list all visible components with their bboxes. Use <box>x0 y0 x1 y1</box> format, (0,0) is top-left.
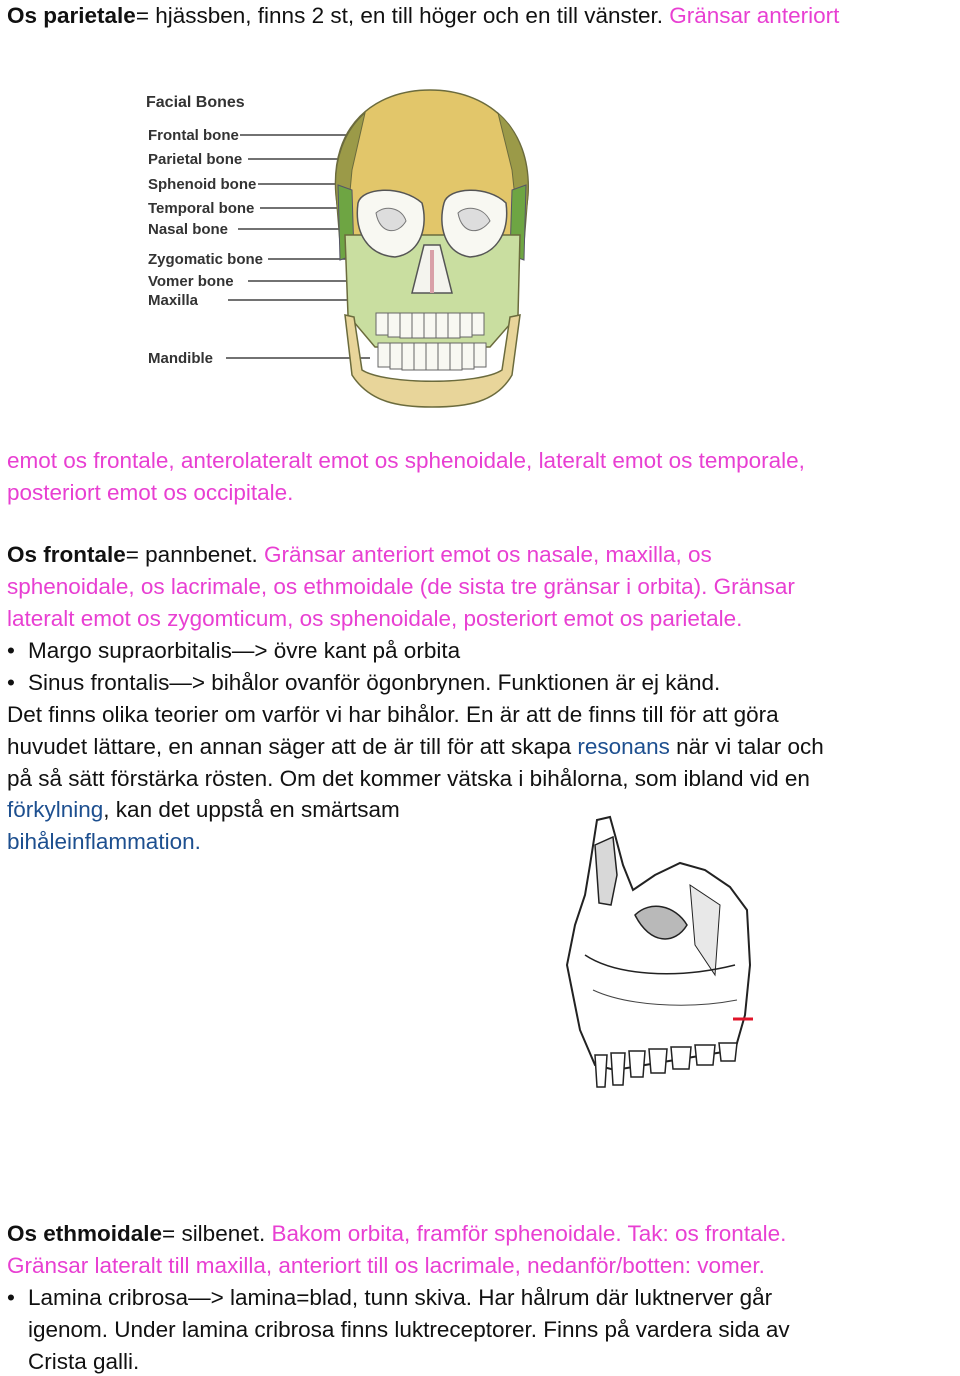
label-frontal-bone: Frontal bone <box>148 127 239 144</box>
sinus-paragraph-line-2 <box>7 733 824 761</box>
label-parietal-bone: Parietal bone <box>148 151 243 168</box>
sinus-paragraph-line-3: på så sätt förstärka rösten. Om det kommer vätska i bihålorna, som ibland vid en <box>7 766 810 791</box>
sinus-paragraph-line-1: Det finns olika teorier om varför vi har bihålor. En är att de finns till för att göra <box>7 702 779 727</box>
ethmoidale-definition: = silbenet. <box>162 1221 272 1246</box>
bullet-dot: • <box>7 1285 15 1310</box>
frontale-line-2: sphenoidale, os lacrimale, os ethmoidale (de sista tre gränsar i orbita). Gränsar <box>7 574 795 599</box>
figure-title: Facial Bones <box>146 94 245 111</box>
frontale-bullet-1: Margo supraorbitalis—> övre kant på orbita <box>28 638 461 663</box>
label-zygomatic-bone: Zygomatic bone <box>148 251 264 268</box>
maxilla-drawing <box>555 815 765 1100</box>
parietale-line-2: emot os frontale, anterolateralt emot os sphenoidale, lateralt emot os temporale, <box>7 448 805 473</box>
label-vomer-bone: Vomer bone <box>148 273 234 290</box>
parietale-term: Os parietale <box>7 3 136 28</box>
skull-shape <box>335 90 528 407</box>
skull-diagram <box>140 85 580 410</box>
frontale-border-1: Gränsar anteriort emot os nasale, maxilla, os <box>264 542 712 567</box>
parietale-border-start: Gränsar anteriort <box>669 3 840 28</box>
text-span: när vi talar och <box>669 734 824 759</box>
forkylning-link[interactable]: förkylning <box>7 797 104 822</box>
parietale-definition: = hjässben, finns 2 st, en till höger och en till vänster. <box>135 3 670 28</box>
text-span: huvudet lättare, en annan säger att de är till för att skapa <box>7 734 578 759</box>
label-sphenoid-bone: Sphenoid bone <box>148 176 257 193</box>
frontale-line-3: lateralt emot os zygomticum, os sphenoidale, posteriort emot os parietale. <box>7 606 743 631</box>
ethmoidale-location: Bakom orbita, framför sphenoidale. Tak: os frontale. <box>271 1221 787 1246</box>
label-temporal-bone: Temporal bone <box>148 200 255 217</box>
bullet-dot: • <box>7 670 15 695</box>
text-span: , kan det uppstå en smärtsam <box>103 797 400 822</box>
frontale-definition: = pannbenet. <box>125 542 265 567</box>
frontale-bullet-2: Sinus frontalis—> bihålor ovanför ögonbrynen. Funktionen är ej känd. <box>28 670 721 695</box>
frontale-term: Os frontale <box>7 542 126 567</box>
label-maxilla: Maxilla <box>148 292 199 309</box>
sinus-paragraph-line-4 <box>7 796 400 824</box>
ethmoidale-term: Os ethmoidale <box>7 1221 163 1246</box>
sinus-paragraph-line-5 <box>7 828 201 856</box>
frontale-line-1 <box>7 541 712 569</box>
ethmoidale-line-2: Gränsar lateralt till maxilla, anteriort till os lacrimale, nedanför/botten: vomer. <box>7 1253 765 1278</box>
ethmoidale-bullet-line-2: igenom. Under lamina cribrosa finns luktreceptorer. Finns på vardera sida av <box>28 1317 790 1342</box>
ethmoidale-bullet-line-3: Crista galli. <box>28 1349 140 1374</box>
ethmoidale-line-1 <box>7 1220 786 1248</box>
text-span: . <box>194 829 201 854</box>
bullet-dot: • <box>7 638 15 663</box>
bihaleinflammation-link[interactable]: bihåleinflammation <box>7 829 195 854</box>
label-nasal-bone: Nasal bone <box>148 221 229 238</box>
parietale-line-1 <box>7 2 839 30</box>
label-mandible: Mandible <box>148 350 214 367</box>
facial-bones-figure <box>140 85 580 410</box>
maxilla-lateral-figure <box>555 815 765 1100</box>
ethmoidale-bullet-line-1: Lamina cribrosa—> lamina=blad, tunn skiva. Har hålrum där luktnerver går <box>28 1285 773 1310</box>
resonans-link[interactable]: resonans <box>577 734 670 759</box>
parietale-line-3: posteriort emot os occipitale. <box>7 480 294 505</box>
